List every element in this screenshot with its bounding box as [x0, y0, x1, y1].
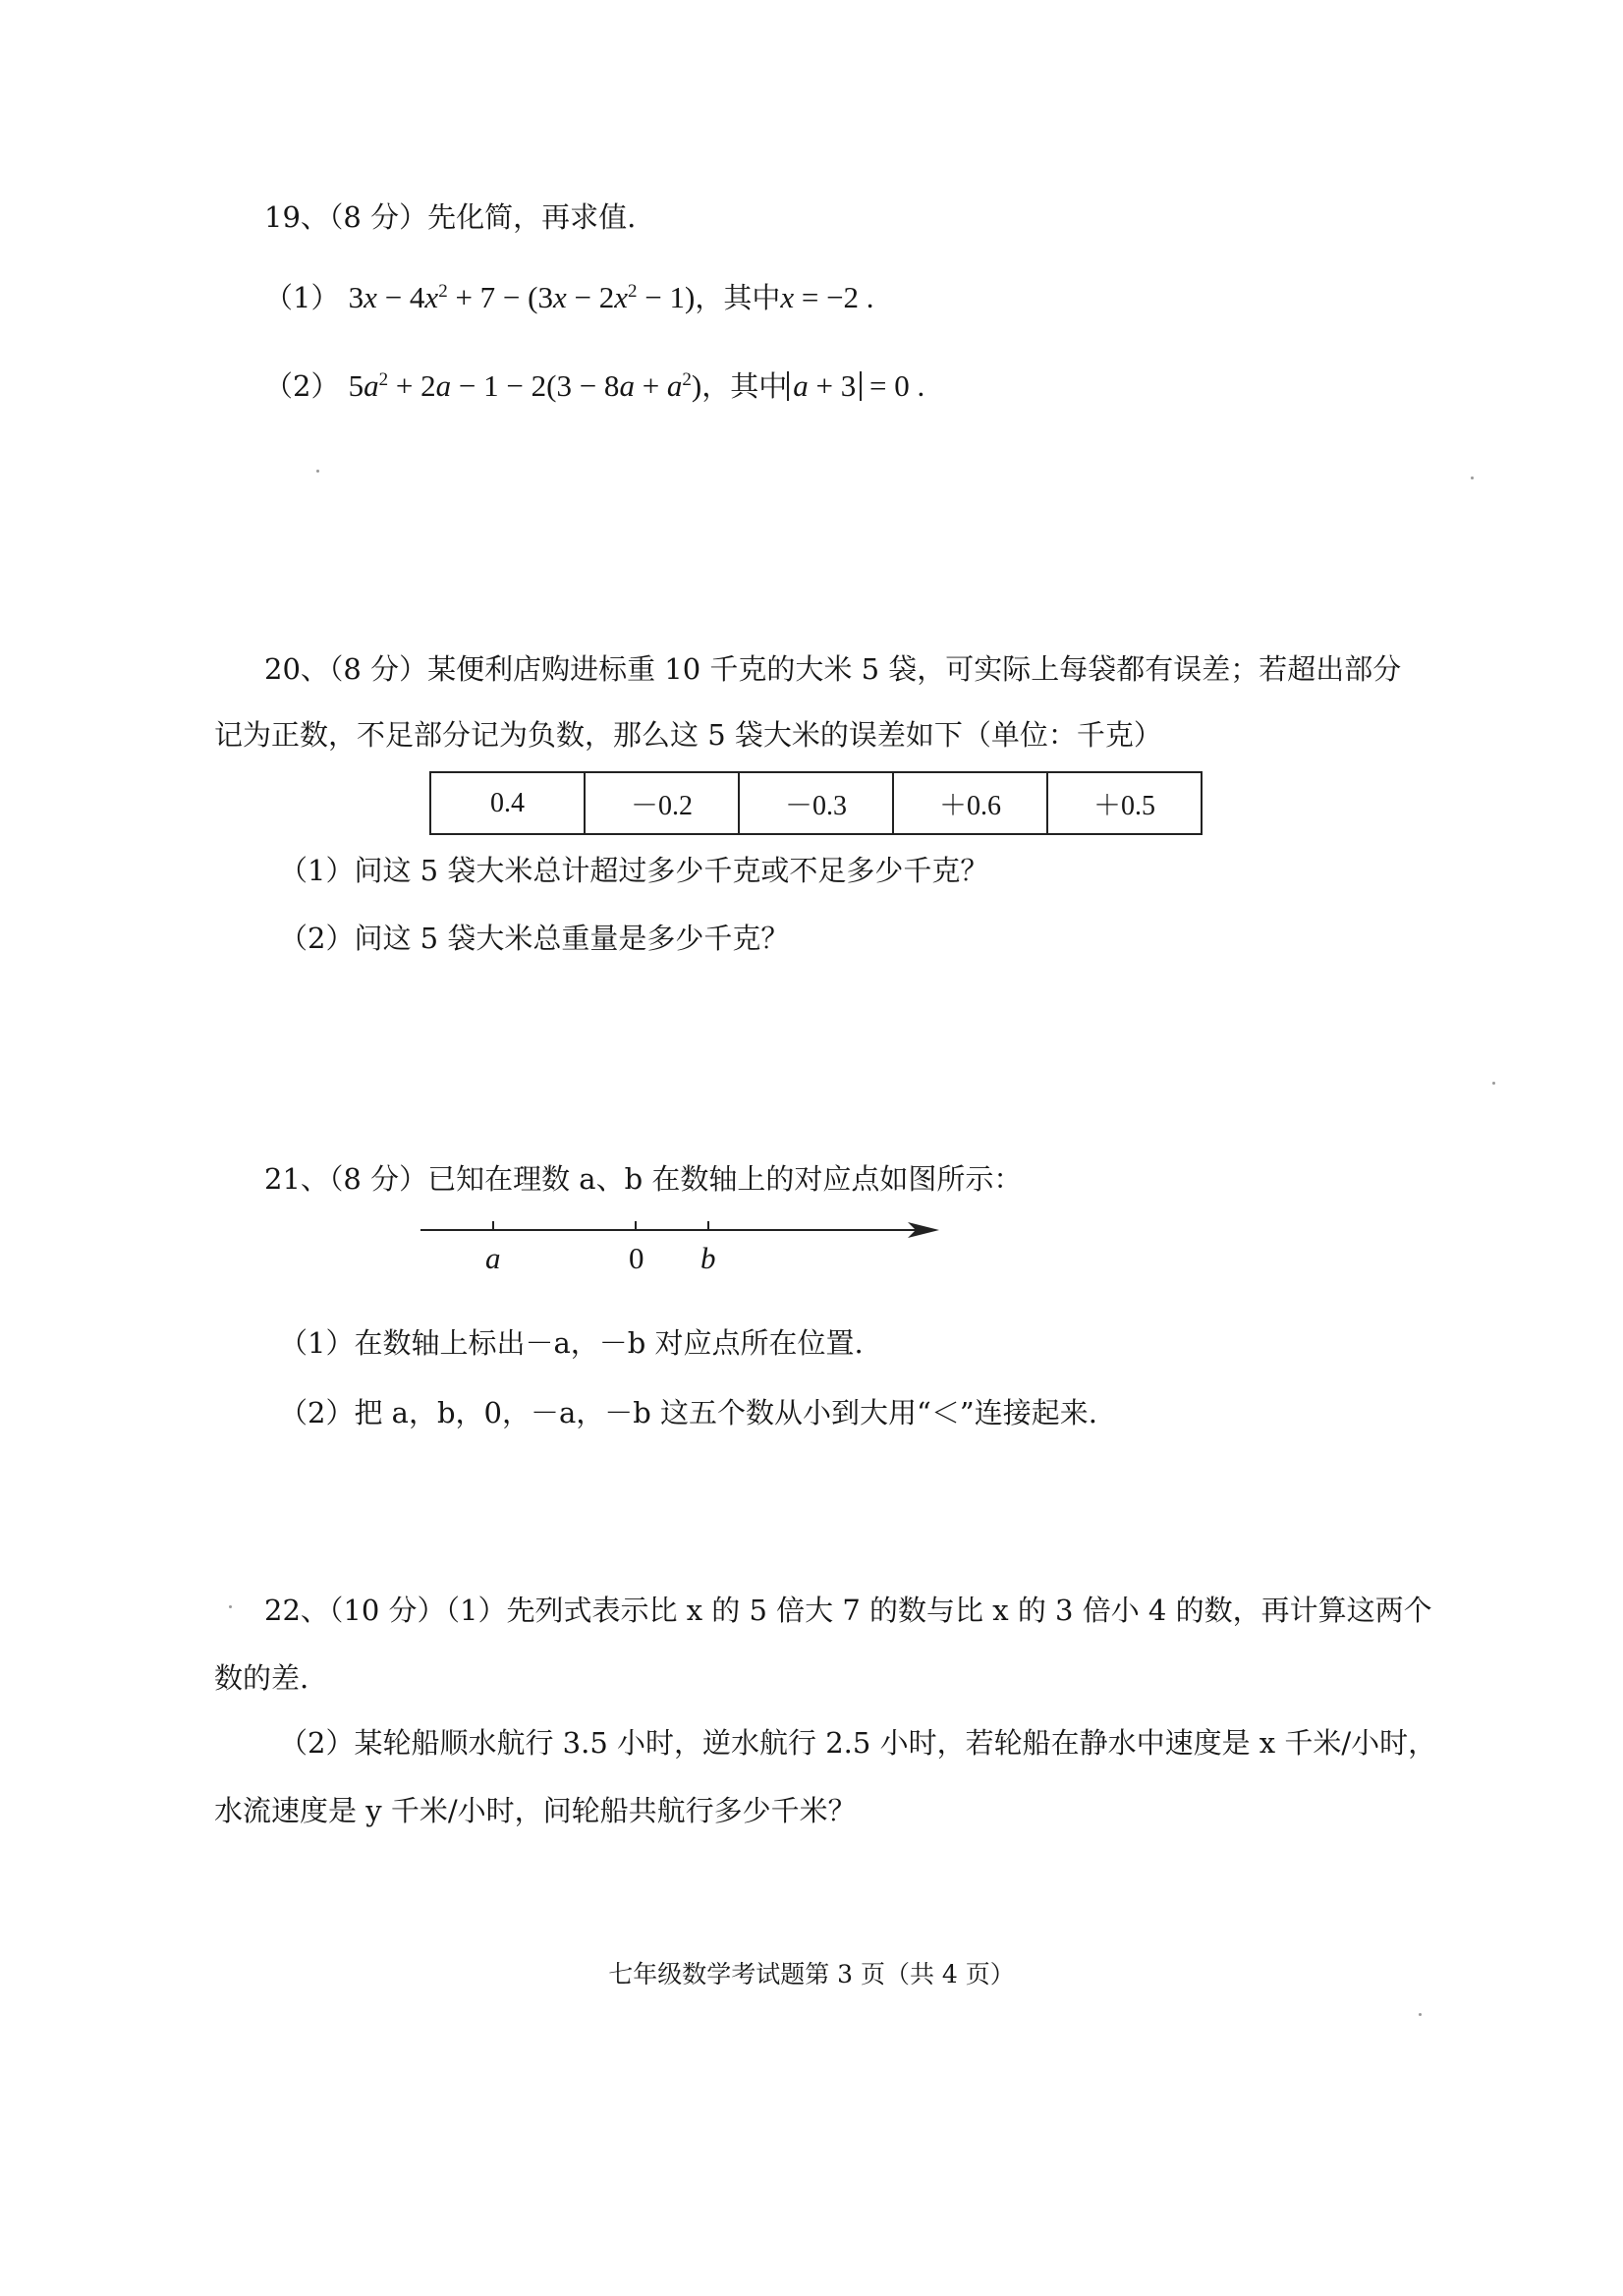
error-table-row — [430, 772, 1202, 834]
q19-part1-condition-prefix: ，其中 — [695, 281, 781, 314]
scan-speck — [1419, 2013, 1422, 2016]
error-table — [429, 771, 1203, 835]
q21-title: 21、（8 分）已知在理数 a、b 在数轴上的对应点如图所示： — [264, 1162, 1023, 1196]
q22-line4: 水流速度是 y 千米/小时，问轮船共航行多少千米？ — [214, 1794, 857, 1827]
axis-label-b: b — [700, 1241, 716, 1275]
q22-line1: 22、（10 分）（1）先列式表示比 x 的 5 倍大 7 的数与比 x 的 3 倍小 4 的数，再计算这两个 — [264, 1594, 1432, 1627]
scan-speck — [316, 470, 319, 473]
q22-line2: 数的差. — [214, 1661, 309, 1695]
error-cell: －0.2 — [585, 772, 739, 834]
q20-line2: 记为正数，不足部分记为负数，那么这 5 袋大米的误差如下（单位：千克） — [214, 718, 1162, 752]
scan-speck — [1471, 476, 1474, 479]
scan-speck — [1492, 1082, 1495, 1085]
q19-part2 — [264, 366, 924, 406]
q19-part2-condition-prefix: ，其中 — [701, 369, 788, 403]
q20-sub1: （1）问这 5 袋大米总计超过多少千克或不足多少千克？ — [279, 854, 989, 887]
q19-part1 — [264, 278, 874, 317]
scan-speck — [229, 1605, 232, 1608]
axis-label-zero: 0 — [629, 1241, 644, 1275]
q19-part1-label: （1） — [264, 281, 340, 314]
q19-part1-expression: $3x - 4x^2 + 7 - (3x - 2x^2 - 1)$ — [348, 280, 696, 314]
q21-sub2: （2）把 a，b，0，－a，－b 这五个数从小到大用“＜”连接起来. — [279, 1396, 1097, 1429]
q19-part2-expression: $5a^2 + 2a - 1 - 2(3 - 8a + a^2)$ — [348, 368, 702, 403]
page-footer: 七年级数学考试题第 3 页（共 4 页） — [608, 1960, 1015, 1988]
q22-line3: （2）某轮船顺水航行 3.5 小时，逆水航行 2.5 小时，若轮船在静水中速度是 x 千米/小时， — [279, 1726, 1437, 1760]
q20-line1: 20、（8 分）某便利店购进标重 10 千克的大米 5 袋，可实际上每袋都有误差；若超出部分 — [264, 652, 1402, 686]
error-cell: 0.4 — [430, 772, 585, 834]
q19-title: 19、（8 分）先化简，再求值. — [264, 200, 637, 234]
q19-part2-condition: a + 3 = 0 . — [787, 368, 924, 403]
error-cell: ＋0.5 — [1047, 772, 1202, 834]
error-cell: ＋0.6 — [893, 772, 1047, 834]
q19-part1-condition: x = −2 . — [780, 280, 874, 314]
axis-label-a: a — [485, 1241, 501, 1275]
q21-sub1: （1）在数轴上标出－a，－b 对应点所在位置. — [279, 1326, 864, 1360]
q20-sub2: （2）问这 5 袋大米总重量是多少千克？ — [279, 922, 790, 955]
error-cell: －0.3 — [739, 772, 893, 834]
q19-part2-label: （2） — [264, 369, 340, 403]
